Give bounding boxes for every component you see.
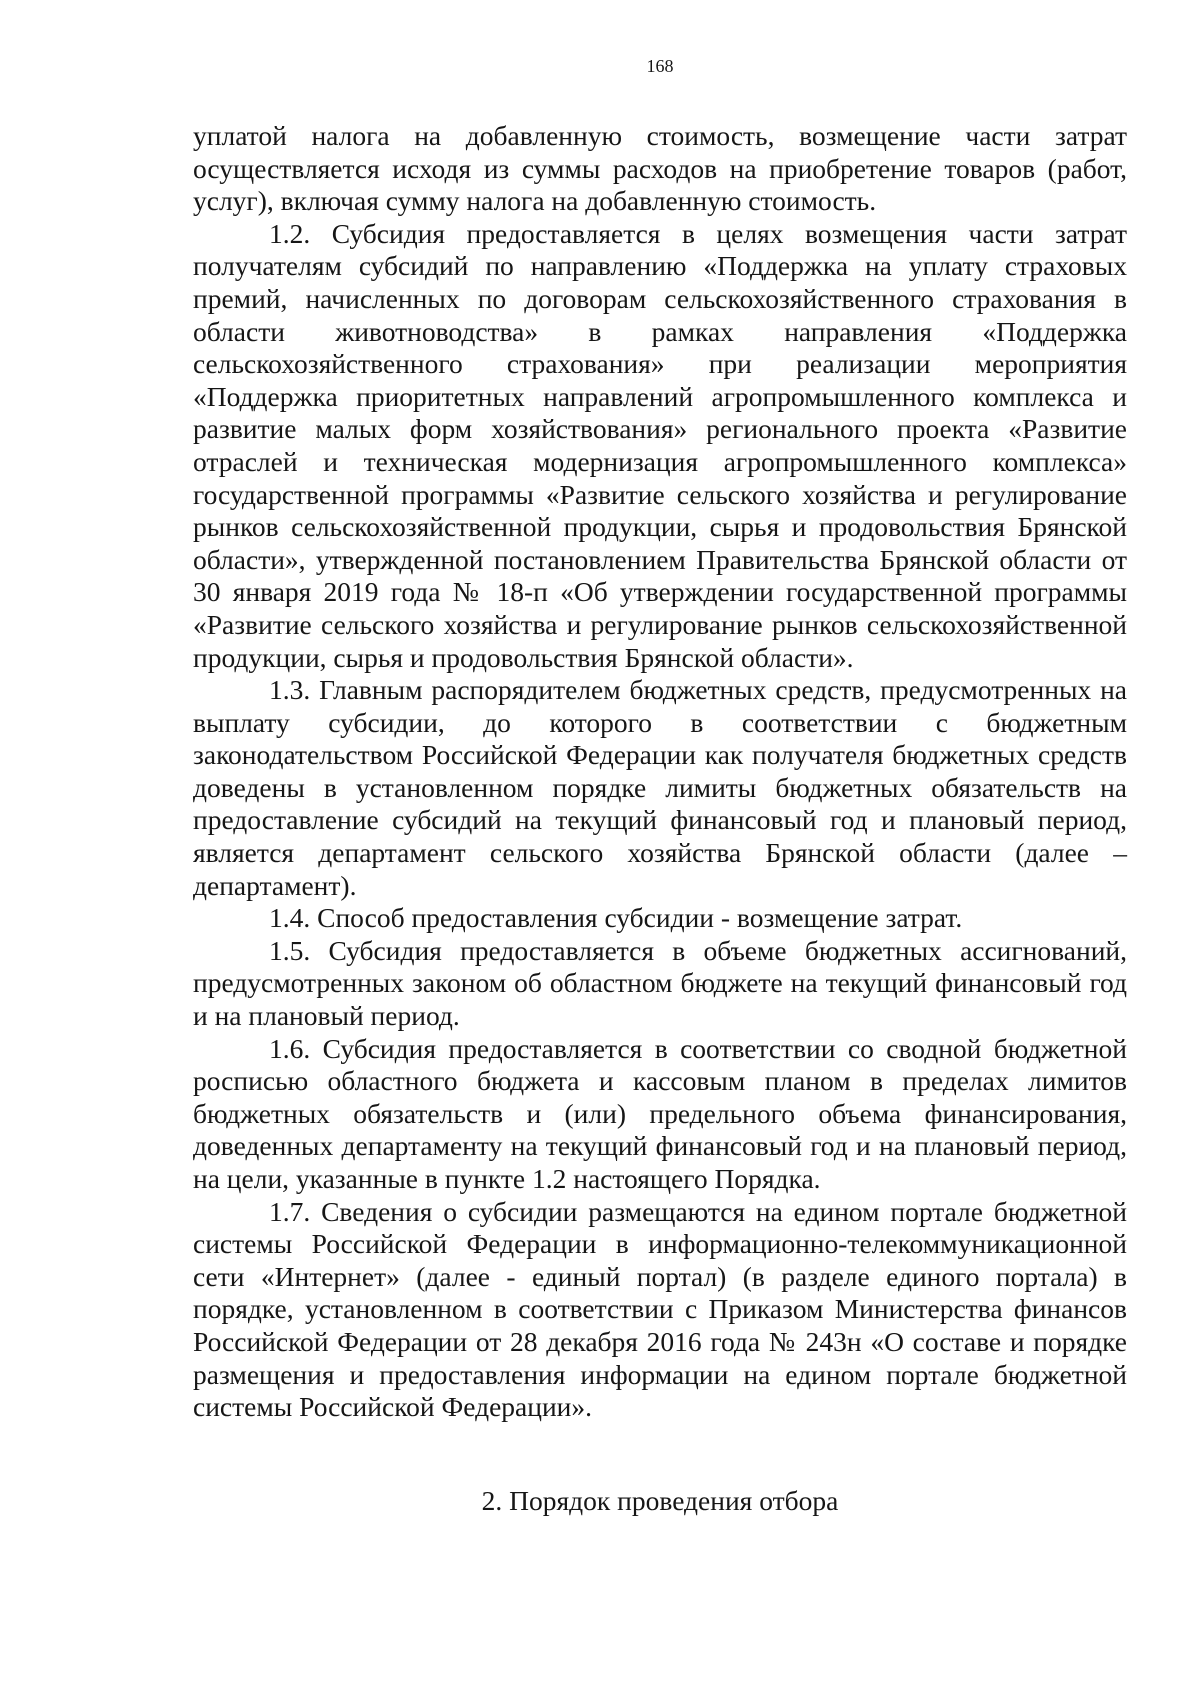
document-body (193, 120, 1127, 1424)
paragraph-1-2: 1.2. Субсидия предоставляется в целях возмещения части затрат получателям субсидий по направлению «Поддержка на уплату страховых премий, начисленных по договорам сельскохозяйственного страхования в области животноводства» в рамках направления «Поддержка сельскохозяйственного страхования» при реализации мероприятия «Поддержка приоритетных направлений агропромышленного комплекса и развитие малых форм хозяйствования» регионального проекта «Развитие отраслей и техническая модернизация агропромышленного комплекса» государственной программы «Развитие сельского хозяйства и регулирование рынков сельскохозяйственной продукции, сырья и продовольствия Брянской области», утвержденной постановлением Правительства Брянской области от 30 января 2019 года № 18-п «Об утверждении государственной программы «Развитие сельского хозяйства и регулирование рынков сельскохозяйственной продукции, сырья и продовольствия Брянской области». (193, 217, 1127, 673)
page-number: 168 (646, 56, 674, 76)
paragraph-continuation: уплатой налога на добавленную стоимость, возмещение части затрат осуществляется исходя из суммы расходов на приобретение товаров (работ, услуг), включая сумму налога на добавленную стоимость. (193, 120, 1127, 217)
paragraph-1-7: 1.7. Сведения о субсидии размещаются на едином портале бюджетной системы Российской Федерации в информационно-телекоммуникационной сети «Интернет» (далее - единый портал) (в разделе единого портала) в порядке, установленном в соответствии с Приказом Министерства финансов Российской Федерации от 28 декабря 2016 года № 243н «О составе и порядке размещения и предоставления информации на едином портале бюджетной системы Российской Федерации». (193, 1195, 1127, 1423)
paragraph-1-5: 1.5. Субсидия предоставляется в объеме бюджетных ассигнований, предусмотренных законом об областном бюджете на текущий финансовый год и на плановый период. (193, 934, 1127, 1032)
paragraph-1-4: 1.4. Способ предоставления субсидии - возмещение затрат. (269, 902, 963, 934)
paragraph-1-3: 1.3. Главным распорядителем бюджетных средств, предусмотренных на выплату субсидии, до которого в соответствии с бюджетным законодательством Российской Федерации как получателя бюджетных средств доведены в установленном порядке лимиты бюджетных обязательств на предоставление субсидий на текущий финансовый год и плановый период, является департамент сельского хозяйства Брянской области (далее – департамент). (193, 674, 1127, 901)
section-heading: 2. Порядок проведения отбора (481, 1485, 839, 1516)
paragraph-1-6: 1.6. Субсидия предоставляется в соответствии со сводной бюджетной росписью областного бюджета и кассовым планом в пределах лимитов бюджетных обязательств и (или) предельного объема финансирования, доведенных департаменту на текущий финансовый год и на плановый период, на цели, указанные в пункте 1.2 настоящего Порядка. (193, 1032, 1127, 1194)
